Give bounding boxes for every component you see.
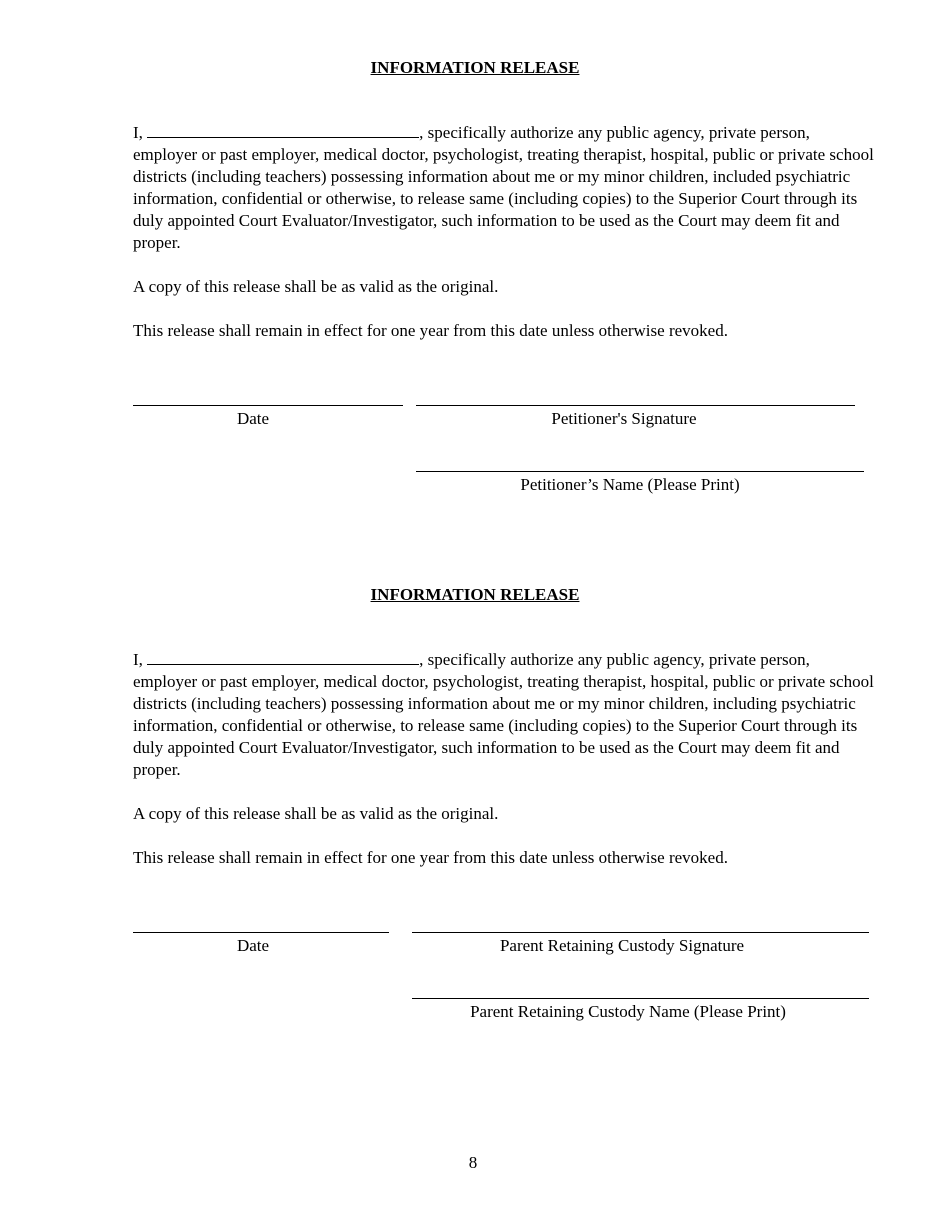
- section1-name-line[interactable]: [416, 471, 864, 472]
- section2-copy-valid-text: A copy of this release shall be as valid as the original.: [133, 804, 499, 823]
- section2-para1-rest: , specifically authorize any public agency, private person, employer or past employer, medical doctor, psychologist, treating therapist, hospital, public or private school districts (including teachers) possessing information about me or my minor children, including psychiatric information, confidential or otherwise, to release same (including copies) to the Superior Court through its duly appointed Court Evaluator/Investigator, such information to be used as the Court may deem fit and proper.: [133, 650, 874, 779]
- section2-date-line[interactable]: [133, 932, 389, 933]
- section1-date-label: Date: [236, 409, 270, 428]
- section1-signature-line[interactable]: [416, 405, 855, 406]
- section2-authorization-paragraph: [133, 649, 878, 781]
- section1-authorization-paragraph: [133, 122, 878, 254]
- page-number: 8: [468, 1153, 478, 1172]
- section1-signature-label: Petitioner's Signature: [551, 409, 697, 428]
- section2-date-label: Date: [236, 936, 270, 955]
- section2-title: INFORMATION RELEASE: [370, 585, 580, 604]
- section1-title: INFORMATION RELEASE: [370, 58, 580, 77]
- section2-name-blank[interactable]: [147, 649, 419, 665]
- section1-copy-valid-text: A copy of this release shall be as valid as the original.: [133, 277, 499, 296]
- section2-signature-label: Parent Retaining Custody Signature: [499, 936, 745, 955]
- section2-para1-prefix: I,: [133, 650, 148, 669]
- section2-name-label: Parent Retaining Custody Name (Please Print): [470, 1002, 786, 1021]
- section1-date-line[interactable]: [133, 405, 403, 406]
- section1-validity-text: This release shall remain in effect for one year from this date unless otherwise revoked.: [133, 321, 728, 340]
- section1-para1-prefix: I,: [133, 123, 148, 142]
- section1-name-blank[interactable]: [147, 122, 419, 138]
- section1-para1-rest: , specifically authorize any public agency, private person, employer or past employer, medical doctor, psychologist, treating therapist, hospital, public or private school districts (including teachers) possessing information about me or my minor children, included psychiatric information, confidential or otherwise, to release same (including copies) to the Superior Court through its duly appointed Court Evaluator/Investigator, such information to be used as the Court may deem fit and proper.: [133, 123, 874, 252]
- section1-name-label: Petitioner’s Name (Please Print): [520, 475, 740, 494]
- section2-validity-text: This release shall remain in effect for one year from this date unless otherwise revoked.: [133, 848, 728, 867]
- section2-signature-line[interactable]: [412, 932, 869, 933]
- section2-name-line[interactable]: [412, 998, 869, 999]
